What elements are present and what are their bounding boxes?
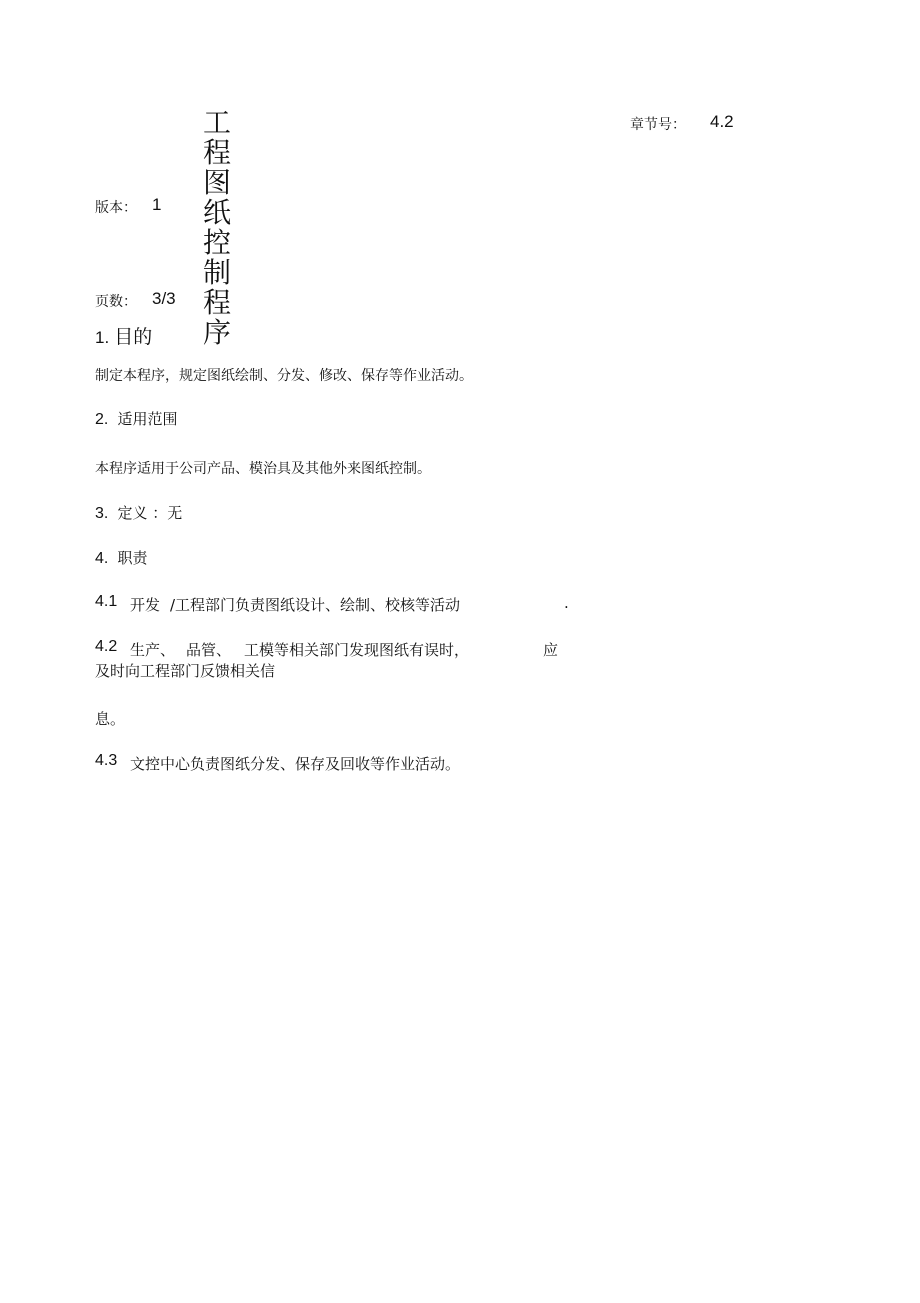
clipped-title-char: 图 [203, 166, 232, 199]
item-4-2-text-b: 品管、 [186, 641, 232, 659]
item-4-2-line-3: 息。 [95, 710, 126, 728]
section-3-number: 3. [95, 505, 109, 522]
item-4-1-number: 4.1 [95, 593, 118, 610]
item-4-1-text-a: 开发 [130, 596, 161, 614]
clipped-title-char: 序 [203, 316, 232, 349]
section-1-number: 1. [95, 328, 110, 347]
section-2-heading [95, 408, 177, 429]
clipped-title-char: 工 [203, 106, 232, 139]
clipped-title-column [203, 106, 232, 358]
section-1-title: 目的 [114, 326, 153, 348]
pages-value: 3/3 [152, 289, 176, 308]
section-3-title: 定义 ：无 [117, 504, 183, 522]
clipped-title-char: 程 [203, 286, 232, 319]
pages-label: 页数： [95, 294, 137, 310]
section-2-title: 适用范围 [117, 410, 178, 428]
section-2-number: 2. [95, 411, 109, 428]
version-label: 版本： [95, 200, 137, 216]
clipped-title-char: 控 [203, 226, 232, 259]
section-2-body: 本程序适用于公司产品、模治具及其他外来图纸控制。 [95, 461, 431, 477]
section-4-title: 职责 [117, 549, 148, 567]
item-4-2-text-a: 生产、 [130, 641, 176, 659]
item-4-3-number: 4.3 [95, 752, 118, 769]
item-4-3-text: 文控中心负责图纸分发、保存及回收等作业活动。 [130, 755, 461, 773]
chapter-label: 章节号： [630, 117, 686, 133]
section-4-number: 4. [95, 550, 109, 567]
section-4-heading [95, 547, 147, 568]
chapter-value: 4.2 [710, 112, 734, 131]
item-4-2-text-c: 工模等相关部门发现图纸有误时， [244, 641, 470, 659]
section-1-heading [95, 322, 152, 349]
section-3-heading [95, 502, 182, 523]
section-1-body: 制定本程序，规定图纸绘制、分发、修改、保存等作业活动。 [95, 368, 473, 384]
clipped-title-char: 程 [203, 136, 232, 169]
item-4-2-line-2: 及时向工程部门反馈相关信 [95, 662, 276, 680]
clipped-title-char: 制 [203, 256, 232, 289]
item-4-1-text-c: . [564, 594, 569, 612]
item-4-2-text-d: 应 [543, 641, 559, 659]
clipped-title-char: 纸 [203, 196, 232, 229]
item-4-2-number: 4.2 [95, 638, 118, 655]
version-value: 1 [152, 195, 162, 214]
item-4-1-text-b: /工程部门负责图纸设计、绘制、校核等活动 [170, 596, 461, 614]
